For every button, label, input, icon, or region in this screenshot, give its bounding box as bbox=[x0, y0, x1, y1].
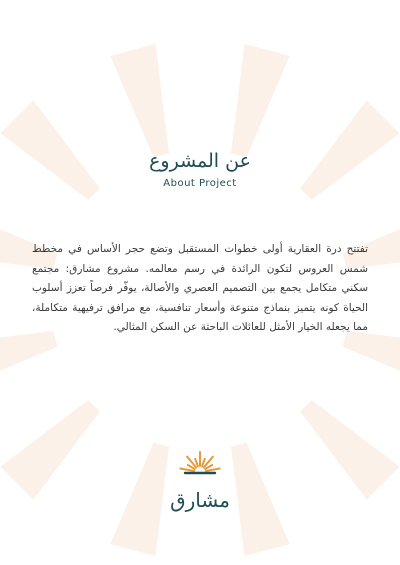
rising-sun-icon bbox=[177, 446, 223, 476]
logo-wordmark: مشارق bbox=[170, 488, 230, 512]
sunburst-ray bbox=[231, 44, 290, 158]
project-description: تفتتح درة العقارية أولى خطوات المستقبل وتضع حجر الأساس في مخطط شمس العروس لتكون الرائدة في رسم معالمه. مشروع مشارق: مجتمع سكني متكامل يجمع بين التصميم العصري والأصالة، يوفّر فرصاً تعزز أسلوب الحياة كونه يتميز بنماذج متنوعة وأسعار تنافسية، مع مرافق ترفيهية متكاملة، مما يجعله الخيار الأمثل للعائلات الباحثة عن السكن المثالي. bbox=[32, 243, 368, 334]
section-title-arabic: عن المشروع bbox=[149, 150, 251, 172]
section-title-english: About Project bbox=[163, 178, 237, 189]
sun-ray bbox=[206, 469, 220, 471]
sunburst-ray bbox=[343, 331, 400, 390]
sunburst-ray bbox=[110, 44, 169, 158]
sunburst-ray bbox=[0, 331, 57, 390]
mashareq-logo bbox=[0, 446, 400, 516]
sun-ray bbox=[180, 469, 194, 471]
